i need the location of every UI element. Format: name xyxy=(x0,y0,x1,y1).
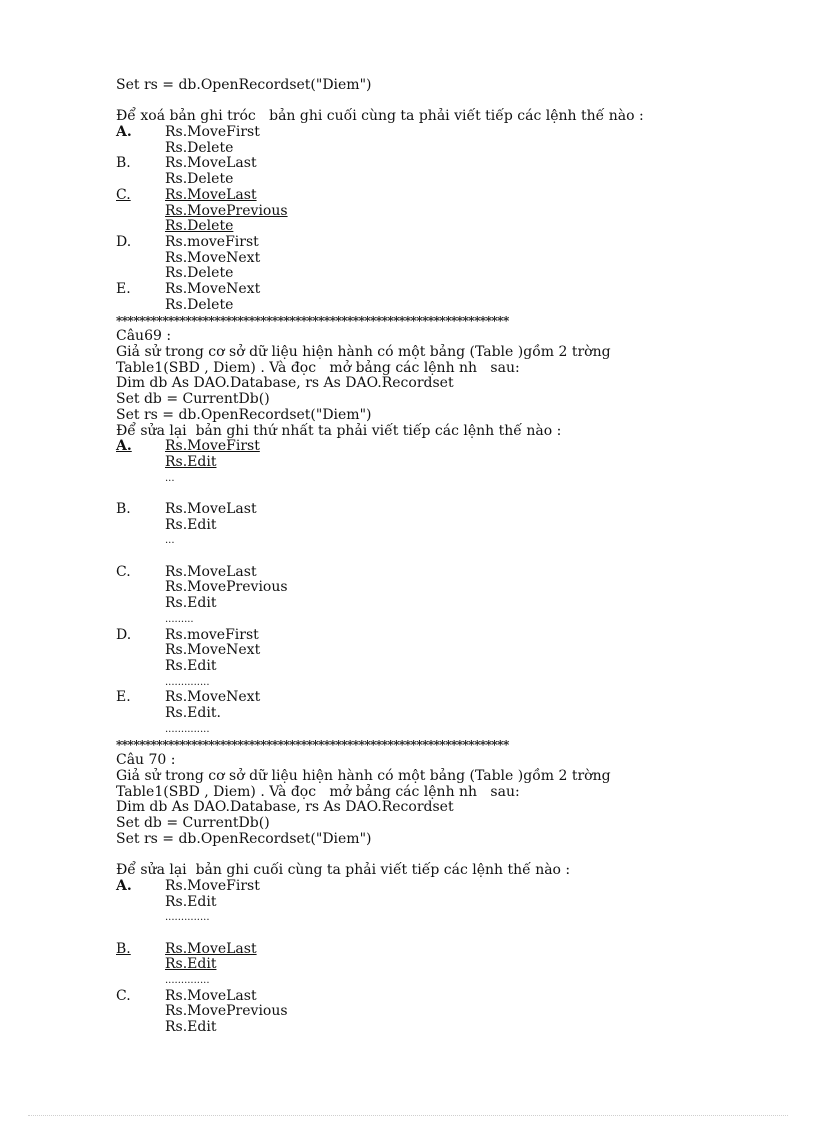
option-d: D. Rs.moveFirst xyxy=(116,626,259,643)
option-b: B. Rs.MoveLast xyxy=(116,155,257,172)
option-c-correct: C. Rs.MoveLast xyxy=(116,186,257,203)
separator-line: ******************************************************************** xyxy=(116,739,509,752)
question-title: Câu69 : xyxy=(116,328,172,345)
option-e: E. Rs.MoveNext xyxy=(116,689,261,706)
option-d: D. Rs.moveFirst xyxy=(116,233,259,250)
option-c: C. Rs.MoveLast xyxy=(116,563,257,580)
option-e: E. Rs.MoveNext xyxy=(116,281,261,297)
option-b: B. Rs.MoveLast xyxy=(116,500,257,517)
option-c: C. Rs.MoveLast xyxy=(116,987,257,1004)
option-b-correct: B. Rs.MoveLast xyxy=(116,940,257,957)
question-text: Để sửa lại bản ghi thứ nhất ta phải viết tiếp các lệnh thế nào : xyxy=(116,422,562,439)
page-bottom-border xyxy=(28,1115,788,1116)
option-a: A. Rs.MoveFirst xyxy=(116,124,260,141)
question-text: Để xoá bản ghi tróc bản ghi cuối cùng ta phải viết tiếp các lệnh thế nào : xyxy=(116,108,644,125)
option-a: A. Rs.MoveFirst xyxy=(116,877,260,894)
question-text: Để sửa lại bản ghi cuối cùng ta phải viết tiếp các lệnh thế nào : xyxy=(116,862,571,879)
separator-line: ******************************************************************** xyxy=(116,315,509,328)
question-title: Câu 70 : xyxy=(116,752,176,769)
document-page: Set rs = db.OpenRecordset("Diem") Để xoá bản ghi tróc bản ghi cuối cùng ta phải viết tiếp các lệnh thế nào : A. Rs.MoveFirst Rs.Delete B. Rs.MoveLast Rs.Delete C. Rs.MoveLast Rs.MovePrevious Rs.Delete D. Rs.moveFirst Rs.MoveNext Rs.Delete E. Rs.MoveNext Rs.Delete ******************************************************************** Câu69 : Giả sử trong cơ sở dữ liệu hiện hành có một bảng (Table )gồm 2 trờng Table1(SBD , Diem) . Và đọc mở bảng các lệnh nh sau: Dim db As DAO.Database, rs As DAO.Recordset Set db = CurrentDb() Set rs = db.OpenRecordset("Diem") Để sửa lại bản ghi thứ nhất ta phải viết tiếp các lệnh thế nào : A. Rs.MoveFirst Rs.Edit ... B. Rs.MoveLast Rs.Edit ... C. Rs.MoveLast Rs.MovePrevious Rs.Edit ......... D. Rs.moveFirst Rs.MoveNext Rs.Edit .............. E. Rs.MoveNext Rs.Edit. .............. ******************************************************************** Câu 70 : Giả sử trong cơ sở dữ liệu hiện hành có một bảng (Table )gồm 2 trờng Table1(SBD , Diem) . Và đọc mở bảng các lệnh nh sau: Dim db As DAO.Database, rs As DAO.Recordset Set db = CurrentDb() Set rs = db.OpenRecordset("Diem") Để sửa lại bản ghi cuối cùng ta phải viết tiếp các lệnh thế nào : A. Rs.MoveFirst Rs.Edit .............. B. Rs.MoveLast Rs.Edit .............. C. Rs.MoveLast Rs.MovePrevious Rs.Edit xyxy=(116,78,716,1036)
option-a-correct: A. Rs.MoveFirst xyxy=(116,438,260,455)
code-set-rs: Set rs = db.OpenRecordset("Diem") xyxy=(116,77,372,93)
